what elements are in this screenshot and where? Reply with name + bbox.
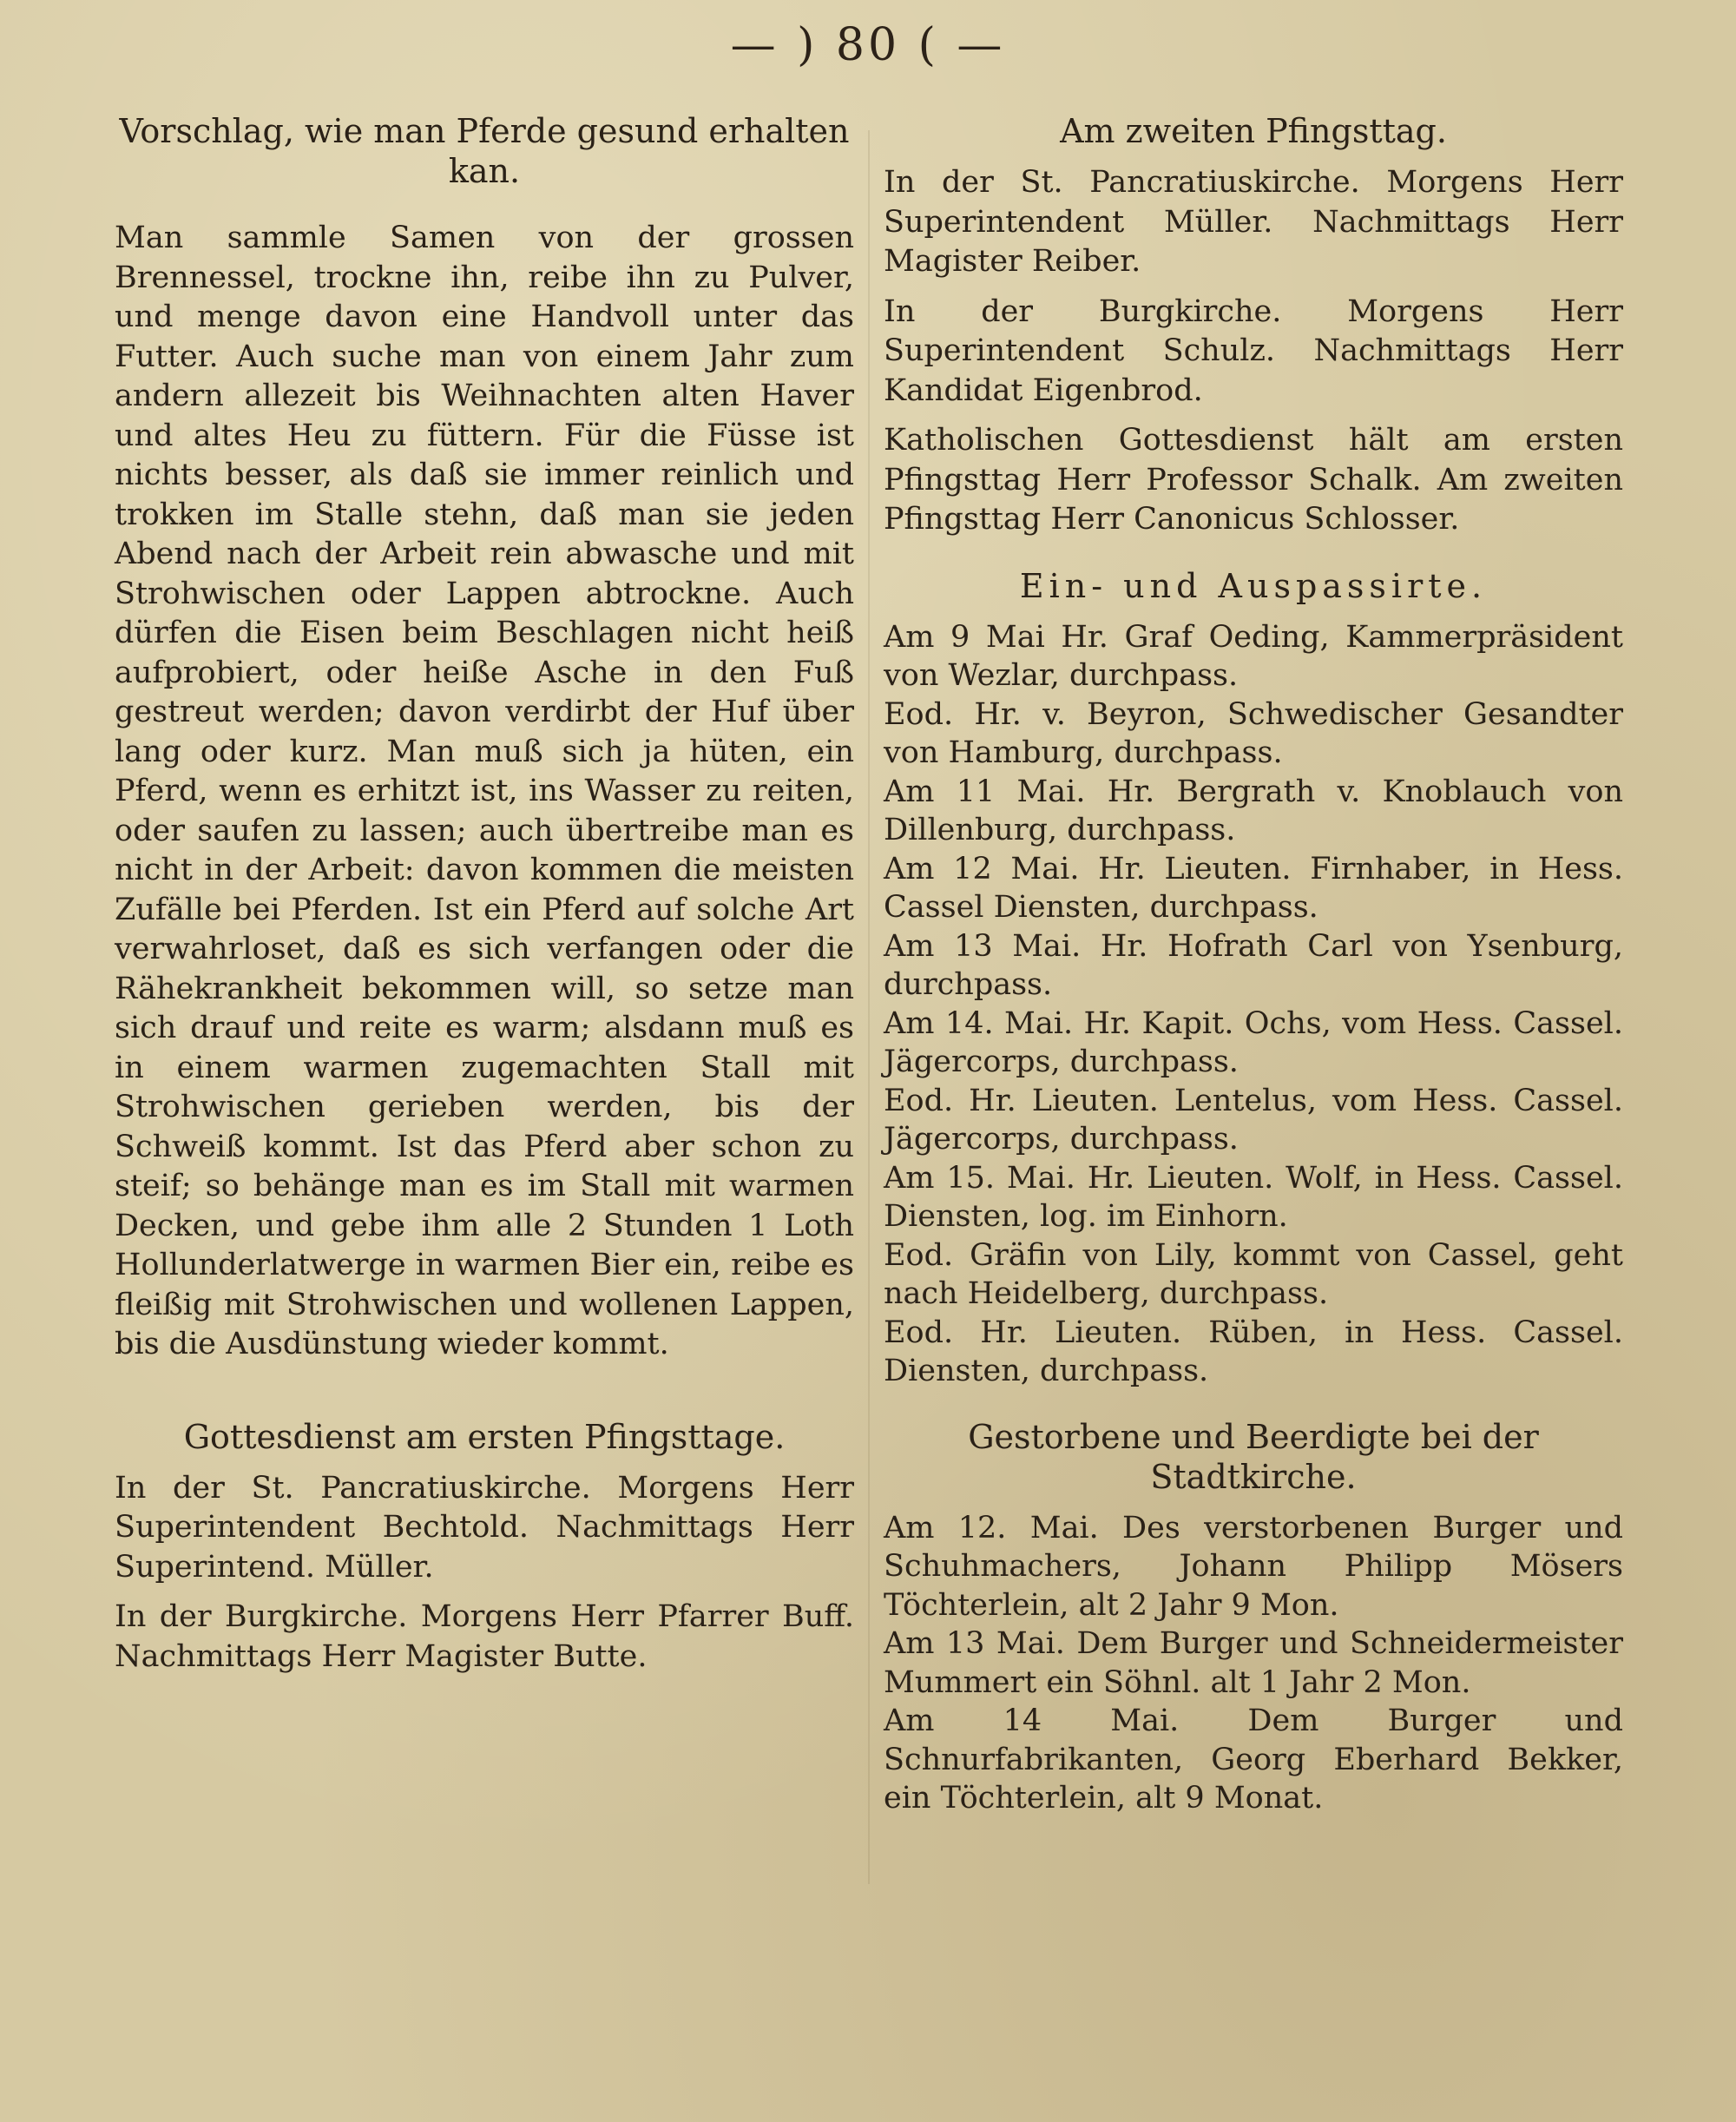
right-column: [884, 111, 1623, 1818]
first-pentecost-pancratius: In der St. Pancratiuskirche. Morgens Herr Superintendent Bechtold. Nachmittags Herr Superintend. Müller.: [115, 1470, 854, 1585]
traveler-entry: Eod. Hr. Lieuten. Rüben, in Hess. Cassel. Diensten, durchpass.: [884, 1315, 1623, 1388]
first-pentecost-service-heading: Gottesdienst am ersten Pfingsttage.: [183, 1417, 786, 1456]
column-divider: [868, 130, 870, 1884]
spacer: [884, 550, 1623, 566]
traveler-entry: Am 12 Mai. Hr. Lieuten. Firnhaber, in Hess. Cassel Diensten, durchpass.: [884, 851, 1623, 925]
spacer: [115, 1375, 854, 1417]
death-entry: Am 12. Mai. Des verstorbenen Burger und Schuhmachers, Johann Philipp Mösers Töchterlein, alt 2 Jahr 9 Mon.: [884, 1510, 1623, 1623]
death-entry: Am 14 Mai. Dem Burger und Schnurfabrikanten, Georg Eberhard Bekker, ein Töchterlein, alt 9 Monat.: [884, 1704, 1623, 1816]
first-pentecost-burgkirche: In der Burgkirche. Morgens Herr Pfarrer Buff. Nachmittags Herr Magister Butte.: [115, 1599, 854, 1674]
horse-article-text: Man sammle Samen von der grossen Brennessel, trockne ihn, reibe ihn zu Pulver, und menge davon eine Handvoll unter das Futter. Auch suche man von einem Jahr zum andern allezeit bis Weihnachten alten Haver und altes Heu zu füttern. Für die Füsse ist nichts besser, als daß sie immer reinlich und trokken im Stalle stehn, daß man sie jeden Abend nach der Arbeit rein abwasche und mit Strohwischen oder Lappen abtrockne. Auch dürfen die Eisen beim Beschlagen nicht heiß aufprobiert, oder heiße Asche in den Fuß gestreut werden; davon verdirbt der Huf über lang oder kurz. Man muß sich ja hüten, ein Pferd, wenn es erhitzt ist, ins Wasser zu reiten, oder saufen zu lassen; auch übertreibe man es nicht in der Arbeit: davon kommen die meisten Zufälle bei Pferden. Ist ein Pferd auf solche Art verwahrloset, daß es sich verfangen oder die Rähekrankheit bekommen will, so setze man sich drauf und reite es warm; alsdann muß es in einem warmen zugemachten Stall mit Strohwischen gerieben werden, bis der Schweiß kommt. Ist das Pferd aber schon zu steif; so behänge man es im Stall mit warmen Decken, und gebe ihm alle 2 Stunden 1 Loth Hollunderlatwerge in warmen Bier ein, reibe es fleißig mit Strohwischen und wollenen Lappen, bis die Ausdünstung wieder kommt.: [115, 221, 854, 1361]
spacer: [884, 1391, 1623, 1417]
second-pentecost-heading: Am zweiten Pfingsttag.: [1060, 112, 1447, 150]
left-column: [115, 111, 854, 1687]
travelers-heading: Ein- und Auspassirte.: [1019, 566, 1488, 605]
traveler-entry: Eod. Hr. v. Beyron, Schwedischer Gesandter von Hamburg, durchpass.: [884, 696, 1623, 770]
traveler-entry: Am 11 Mai. Hr. Bergrath v. Knoblauch von Dillenburg, durchpass.: [884, 774, 1623, 847]
traveler-entry: Am 15. Mai. Hr. Lieuten. Wolf, in Hess. Cassel. Diensten, log. im Einhorn.: [884, 1160, 1623, 1234]
second-pentecost-pancratius: In der St. Pancratiuskirche. Morgens Herr Superintendent Müller. Nachmittags Herr Magister Reiber.: [884, 165, 1623, 279]
page-number: — ) 80 ( —: [730, 19, 1006, 71]
traveler-entry: Eod. Hr. Lieuten. Lentelus, vom Hess. Cassel. Jägercorps, durchpass.: [884, 1083, 1623, 1157]
second-pentecost-burgkirche: In der Burgkirche. Morgens Herr Superintendent Schulz. Nachmittags Herr Kandidat Eigenbrod.: [884, 293, 1623, 408]
traveler-entry: Am 14. Mai. Hr. Kapit. Ochs, vom Hess. Cassel. Jägercorps, durchpass.: [884, 1005, 1623, 1079]
spacer: [115, 203, 854, 219]
traveler-entry: Am 13 Mai. Hr. Hofrath Carl von Ysenburg, durchpass.: [884, 928, 1623, 1002]
deaths-heading: Gestorbene und Beerdigte bei der Stadtkirche.: [968, 1417, 1539, 1496]
catholic-service-note: Katholischen Gottesdienst hält am ersten Pfingsttag Herr Professor Schalk. Am zweiten Pfingsttag Herr Canonicus Schlosser.: [884, 423, 1623, 537]
traveler-entry: Am 9 Mai Hr. Graf Oeding, Kammerpräsident von Wezlar, durchpass.: [884, 619, 1623, 693]
horse-article-heading: Vorschlag, wie man Pferde gesund erhalten kan.: [119, 112, 850, 190]
death-entry: Am 13 Mai. Dem Burger und Schneidermeister Mummert ein Söhnl. alt 1 Jahr 2 Mon.: [884, 1626, 1623, 1700]
traveler-entry: Eod. Gräfin von Lily, kommt von Cassel, geht nach Heidelberg, durchpass.: [884, 1237, 1623, 1311]
